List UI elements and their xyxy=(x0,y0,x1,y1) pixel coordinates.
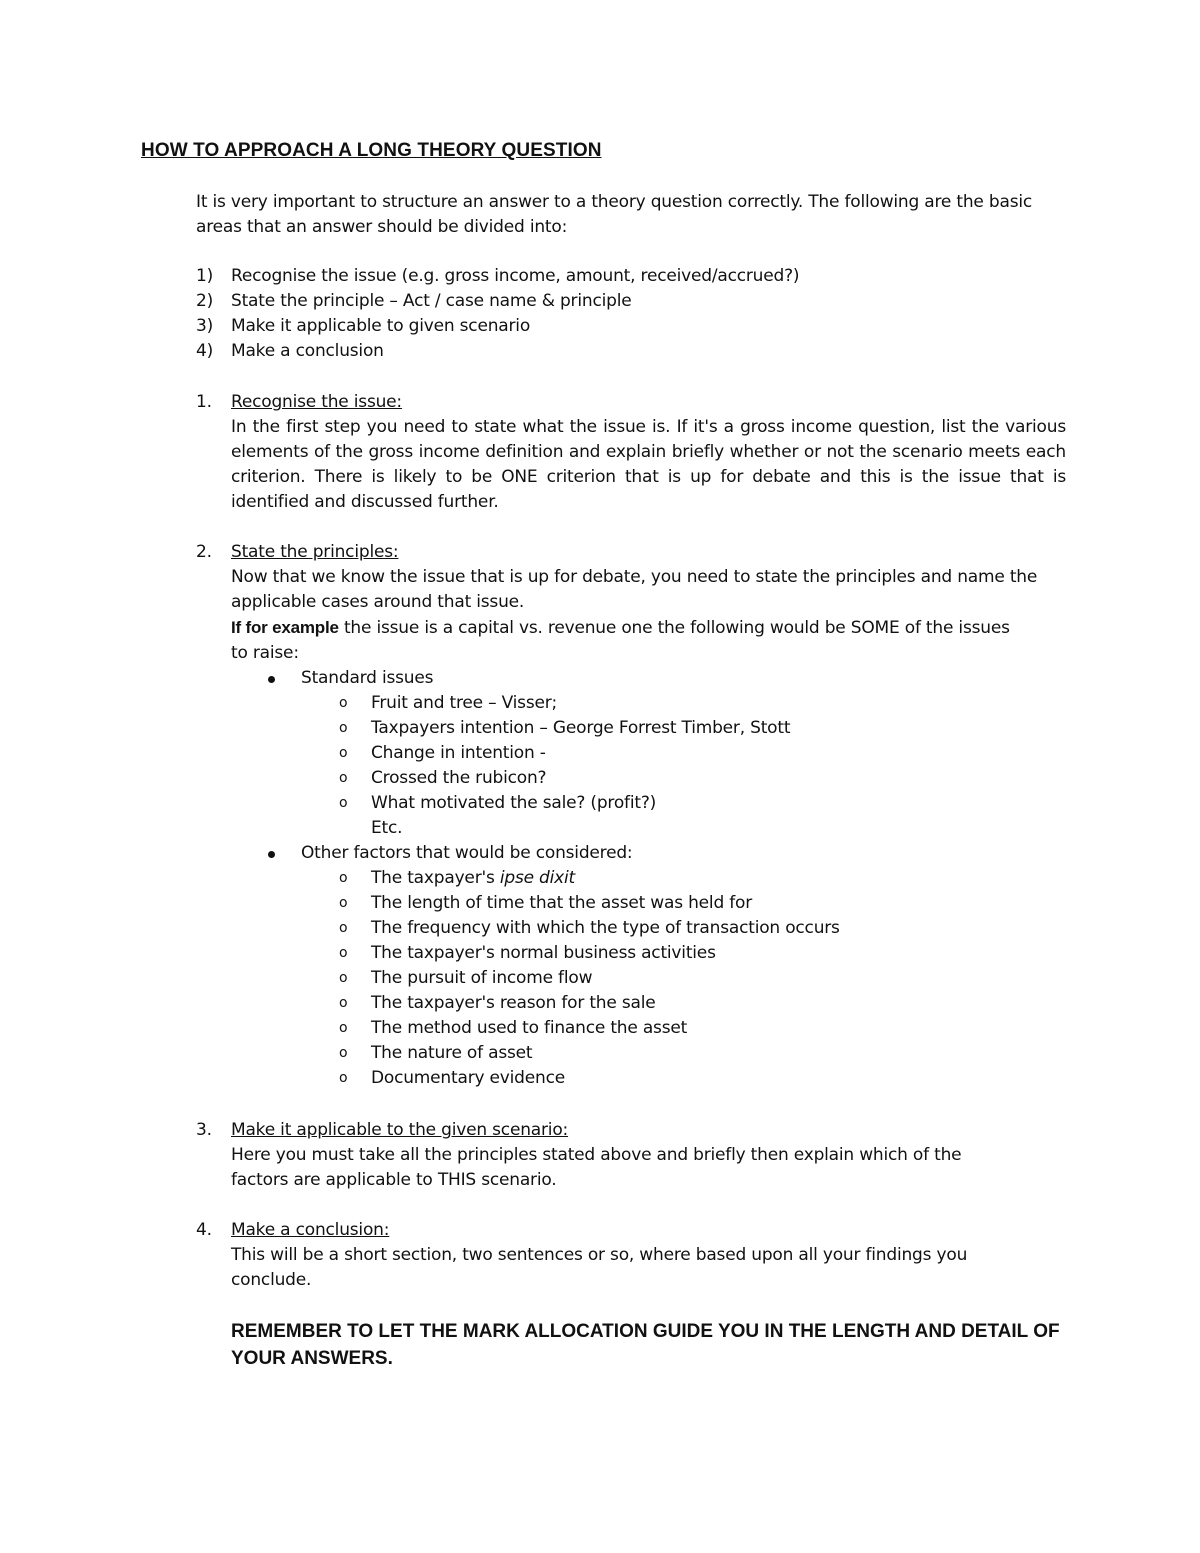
section-number: 3. xyxy=(196,1120,212,1140)
sub-item-tail-text: Etc. xyxy=(371,818,403,838)
example-paragraph xyxy=(231,615,1031,666)
section-apply-scenario xyxy=(196,1118,1066,1193)
circle-bullet-icon: o xyxy=(339,995,348,1011)
reminder-note: REMEMBER TO LET THE MARK ALLOCATION GUIDE YOU IN THE LENGTH AND DETAIL OF YOUR ANSWERS. xyxy=(231,1321,1060,1369)
section-body: This will be a short section, two sentences or so, where based upon all your findings you conclude. xyxy=(231,1245,968,1290)
steps-list-item xyxy=(196,289,799,314)
bullet-label: Standard issues xyxy=(301,668,434,688)
section-state-principles xyxy=(196,540,1066,1091)
section-heading xyxy=(196,1218,1066,1243)
sub-item-text: The taxpayer's reason for the sale xyxy=(371,993,656,1013)
circle-bullet-icon: o xyxy=(339,745,348,761)
circle-bullet-icon: o xyxy=(339,895,348,911)
sub-item-text: Taxpayers intention – George Forrest Timber, Stott xyxy=(371,718,791,738)
sub-item-text: The taxpayer's normal business activities xyxy=(371,943,716,963)
sub-item-tail xyxy=(371,816,1066,841)
sub-item-text: Documentary evidence xyxy=(371,1068,566,1088)
document-title: HOW TO APPROACH A LONG THEORY QUESTION xyxy=(141,140,602,161)
step-text: Make it applicable to given scenario xyxy=(231,316,531,336)
example-lead: If for example xyxy=(231,618,339,637)
step-number: 3) xyxy=(196,316,214,336)
example-text: the issue is a capital vs. revenue one the following would be SOME of the issues to raise: xyxy=(231,618,1010,663)
bullet-dot-icon xyxy=(268,851,275,858)
intro-paragraph xyxy=(196,190,1066,240)
circle-bullet-icon: o xyxy=(339,945,348,961)
steps-list-item xyxy=(196,314,799,339)
step-text: Recognise the issue (e.g. gross income, amount, received/accrued?) xyxy=(231,266,800,286)
sub-item-text: Fruit and tree – Visser; xyxy=(371,693,558,713)
step-number: 2) xyxy=(196,291,214,311)
bullet-list xyxy=(231,666,1066,1091)
sub-item-list xyxy=(339,691,1066,841)
step-text: State the principle – Act / case name & principle xyxy=(231,291,632,311)
section-number: 2. xyxy=(196,542,212,562)
section-heading xyxy=(196,390,1066,415)
bullet-dot-icon xyxy=(268,676,275,683)
section-conclusion xyxy=(196,1218,1066,1293)
sub-item xyxy=(339,991,1066,1016)
sub-item xyxy=(339,891,1066,916)
sub-item xyxy=(339,766,1066,791)
section-body: Here you must take all the principles stated above and briefly then explain which of the factors are applicable to THIS scenario. xyxy=(231,1145,962,1190)
sub-item xyxy=(339,1041,1066,1066)
sub-item xyxy=(339,716,1066,741)
sub-item-text: The taxpayer's xyxy=(371,868,500,888)
sub-item xyxy=(339,741,1066,766)
steps-list-item xyxy=(196,339,799,364)
sub-item-text: The frequency with which the type of transaction occurs xyxy=(371,918,840,938)
sub-item-text: The method used to finance the asset xyxy=(371,1018,688,1038)
circle-bullet-icon: o xyxy=(339,795,348,811)
sub-item-text: The length of time that the asset was held for xyxy=(371,893,753,913)
circle-bullet-icon: o xyxy=(339,970,348,986)
bullet-item xyxy=(231,666,1066,841)
sub-item-text: Crossed the rubicon? xyxy=(371,768,547,788)
section-title: Recognise the issue: xyxy=(231,392,402,412)
step-number: 4) xyxy=(196,341,214,361)
section-heading xyxy=(196,1118,1066,1143)
steps-list xyxy=(196,264,799,364)
sub-item xyxy=(339,691,1066,716)
section-title: Make it applicable to the given scenario: xyxy=(231,1120,569,1140)
step-text: Make a conclusion xyxy=(231,341,384,361)
section-body: Now that we know the issue that is up for debate, you need to state the principles and name the applicable cases around that issue. xyxy=(231,567,1038,612)
section-number: 4. xyxy=(196,1220,212,1240)
intro-text: It is very important to structure an answer to a theory question correctly. The following are the basic areas that an answer should be divided into: xyxy=(196,192,1033,237)
sub-item-text: Change in intention - xyxy=(371,743,546,763)
circle-bullet-icon: o xyxy=(339,870,348,886)
steps-list-item xyxy=(196,264,799,289)
sub-item xyxy=(339,866,1066,891)
section-body: In the first step you need to state what the issue is. If it's a gross income question, list the various elements of the gross income definition and explain briefly whether or not the scenario meets each criterion. There is likely to be ONE criterion that is up for debate and this is the issue that is identified and discussed further. xyxy=(231,417,1066,512)
sub-item xyxy=(339,941,1066,966)
sub-item-italic-text: ipse dixit xyxy=(499,868,576,888)
section-heading xyxy=(196,540,1066,565)
circle-bullet-icon: o xyxy=(339,720,348,736)
sub-item-text: What motivated the sale? (profit?) xyxy=(371,793,657,813)
circle-bullet-icon: o xyxy=(339,1020,348,1036)
sub-item xyxy=(339,791,1066,816)
bullet-label: Other factors that would be considered: xyxy=(301,843,633,863)
section-number: 1. xyxy=(196,392,212,412)
bullet-item xyxy=(231,841,1066,1091)
sub-item-text: The nature of asset xyxy=(371,1043,533,1063)
circle-bullet-icon: o xyxy=(339,770,348,786)
step-number: 1) xyxy=(196,266,214,286)
sub-item xyxy=(339,916,1066,941)
sub-item xyxy=(339,1016,1066,1041)
section-recognise-issue xyxy=(196,390,1066,515)
circle-bullet-icon: o xyxy=(339,920,348,936)
circle-bullet-icon: o xyxy=(339,695,348,711)
circle-bullet-icon: o xyxy=(339,1070,348,1086)
section-title: State the principles: xyxy=(231,542,399,562)
section-title: Make a conclusion: xyxy=(231,1220,390,1240)
sub-item-list xyxy=(339,866,1066,1091)
sub-item xyxy=(339,1066,1066,1091)
sub-item-text: The pursuit of income flow xyxy=(371,968,593,988)
sub-item xyxy=(339,966,1066,991)
circle-bullet-icon: o xyxy=(339,1045,348,1061)
